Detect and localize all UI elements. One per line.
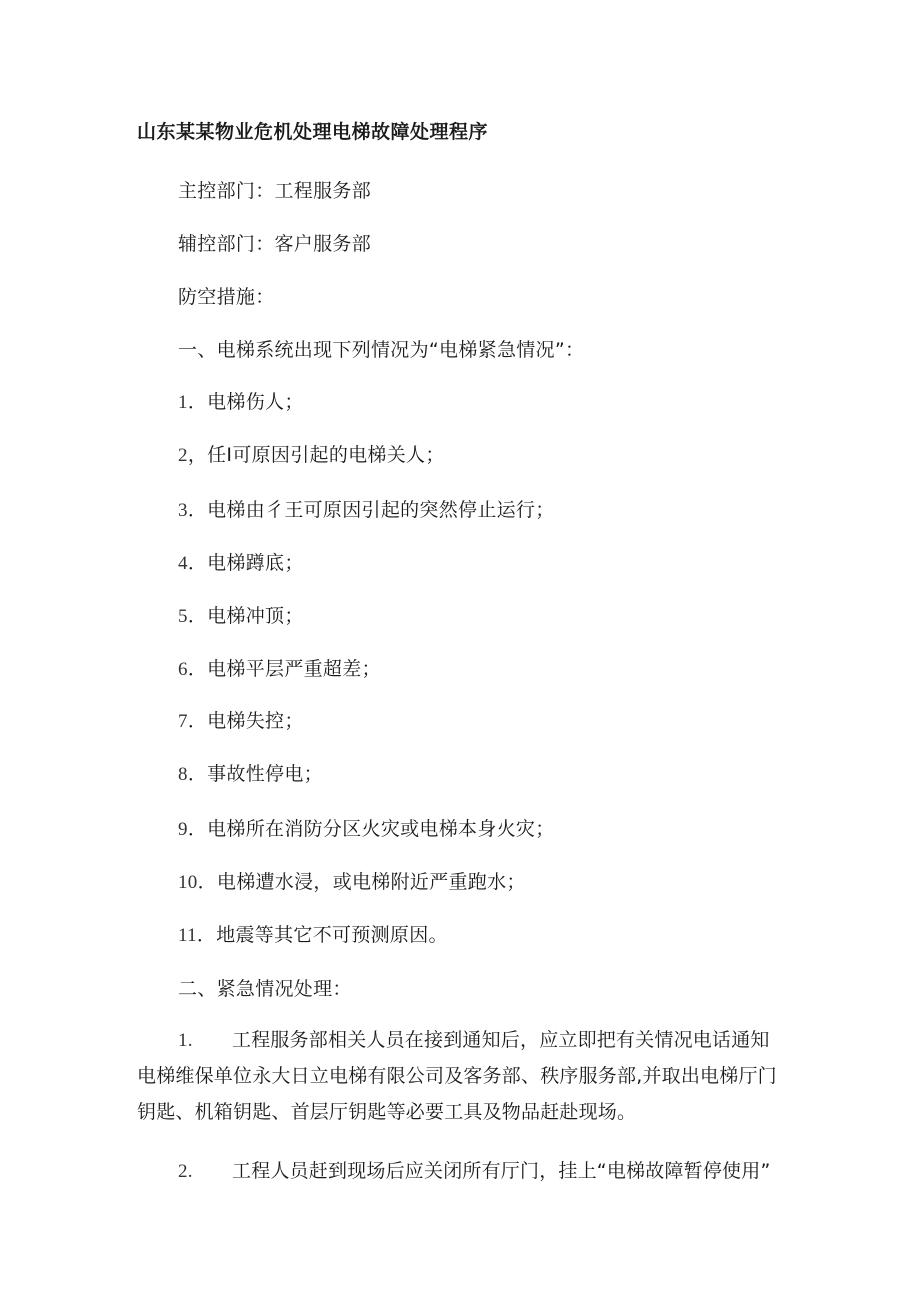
list-item-text: ．电梯遭水浸，或电梯附近严重跑水； <box>197 871 526 893</box>
list-item-number: 9 <box>178 819 188 840</box>
list-item-text: ．电梯伤人； <box>187 391 304 413</box>
list-item <box>178 495 555 522</box>
list-item-text: ．事故性停电； <box>187 763 323 785</box>
list-item-text: ．电梯蹲底； <box>187 552 304 574</box>
list-item-number: 6 <box>178 659 188 680</box>
paragraph-text: 工程人员赶到现场后应关闭所有厅门，挂上“电梯故障暂停使用” <box>232 1160 771 1182</box>
list-item-text: ．地震等其它不可预测原因。 <box>196 924 448 946</box>
main-department: 主控部门：工程服务部 <box>178 180 372 202</box>
paragraph-line: 钥匙、机箱钥匙、首层厅钥匙等必要工具及物品赶赴现场。 <box>137 1101 637 1123</box>
list-item <box>178 706 304 733</box>
list-item-number: 5 <box>178 606 188 627</box>
list-item-number: 1 <box>178 392 188 413</box>
paragraph-text: 工程服务部相关人员在接到通知后，应立即把有关情况电话通知 <box>232 1029 770 1051</box>
document-title: 山东某某物业危机处理电梯故障处理程序 <box>137 121 489 143</box>
list-item-text: ．电梯平层严重超差； <box>187 658 381 680</box>
list-item-number: 8 <box>178 764 188 785</box>
measures-heading: 防空措施： <box>178 286 275 308</box>
list-item-number: 10 <box>178 872 198 893</box>
list-item-text: ．电梯由彳王可原因引起的突然停止运行； <box>187 499 555 521</box>
list-item <box>178 440 445 467</box>
list-item-text: ，任I可原因引起的电梯关人； <box>187 444 445 466</box>
list-item-text: ．电梯所在消防分区火灾或电梯本身火灾； <box>187 818 555 840</box>
list-item-number: 3 <box>178 500 188 521</box>
list-item <box>178 867 526 894</box>
list-item-text: ．电梯失控； <box>187 710 304 732</box>
list-item <box>178 814 555 841</box>
list-item <box>178 654 381 681</box>
list-item <box>178 548 304 575</box>
paragraph-line: 电梯维保单位永大日立电梯有限公司及客务部、秩序服务部,并取出电梯厅门 <box>137 1065 777 1087</box>
procedure-paragraph <box>137 1022 801 1130</box>
procedure-paragraph <box>137 1153 801 1189</box>
paragraph-line <box>137 1022 801 1058</box>
auxiliary-department: 辅控部门：客户服务部 <box>178 233 372 255</box>
list-item <box>178 759 323 786</box>
list-item-number: 11 <box>178 925 197 946</box>
list-item <box>178 387 304 414</box>
section-one-heading: 一、电梯系统出现下列情况为“电梯紧急情况”： <box>178 339 585 361</box>
list-item-text: ．电梯冲顶； <box>187 605 304 627</box>
list-item <box>178 920 448 947</box>
list-item <box>178 601 304 628</box>
list-item-number: 2 <box>178 445 188 466</box>
paragraph-number: 1. <box>178 1030 193 1051</box>
list-item-number: 7 <box>178 711 188 732</box>
paragraph-line <box>137 1153 801 1189</box>
section-two-heading: 二、紧急情况处理： <box>178 978 352 1000</box>
list-item-number: 4 <box>178 553 188 574</box>
paragraph-number: 2. <box>178 1161 193 1182</box>
